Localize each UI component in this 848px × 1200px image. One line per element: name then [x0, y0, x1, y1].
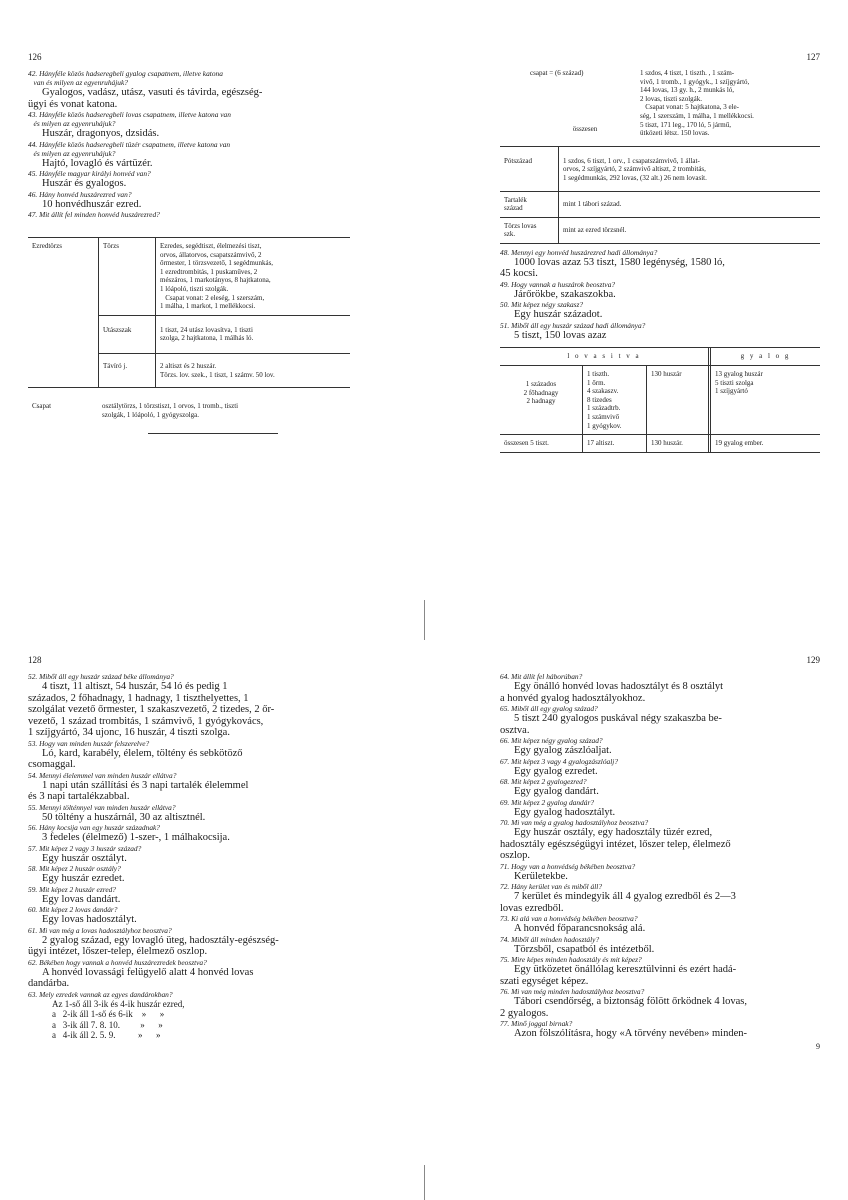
header-gyalog: g y a l o g [708, 348, 820, 365]
answer-text: Egy huszár osztály, egy hadosztály tüzér ezred, hadosztály egészségügyi intézet, lőszer telep, élelmező oszlop. [500, 827, 731, 861]
table-label-utasz: Utászszak [103, 325, 132, 334]
table-label-taviro: Távíró j. [103, 361, 128, 370]
qa-item [500, 321, 820, 342]
qa-item [500, 862, 820, 883]
question-text: 47. Mit állít fel minden honvéd huszárezred? [28, 210, 160, 219]
osszesen-text: 5 tiszt, 171 leg., 170 ló, 5 jármű, ütközeti létsz. 150 lovas. [640, 120, 731, 138]
sum-hussars: 130 huszár. [646, 435, 708, 452]
answer-text: A honvéd lovassági felügyelő alatt 4 honvéd lovas dandárba. [28, 966, 254, 989]
list-item: Az 1-ső áll 3-ik és 4-ik huszár ezred, [52, 998, 185, 1009]
list-item: a 2-ik áll 1-ső és 6-ik » » [52, 1009, 165, 1019]
answer-text: Gyalogos, vadász, utász, vasuti és távirda, egészség- ügyi és vonat katona. [28, 87, 263, 110]
answer-text: Kerületekbe. [514, 870, 568, 882]
qa-item [28, 958, 358, 990]
answer-text: Egy ütközetet önállólag keresztülvinni és ezért hadá- szati egységet képez. [500, 964, 737, 987]
page-127 [500, 52, 820, 453]
table-label-ezredtorzs: Ezredtörzs [32, 242, 62, 250]
qa-item [28, 69, 350, 110]
question-text: 43. Hányféle közös hadseregbeli lovas csapatnem, illetve katona van és milyen az egyenruhájuk? [28, 110, 231, 128]
answer-text: 1 napi után szállítási és 3 napi tartalék élelemmel és 3 napi tartalékzabbal. [28, 779, 249, 802]
question-text: 73. Ki alá van a honvédség békében beosztva? [500, 914, 638, 923]
list-item: a 4-ik áll 2. 5. 9. » » [52, 1030, 161, 1040]
qa-item [500, 955, 820, 987]
qa-item [28, 905, 358, 926]
answer-text: 7 kerület és mindegyik áll 4 gyalog ezredből és 2—3 lovas ezredből. [500, 891, 736, 914]
answer-text: 10 honvédhuszár ezred. [42, 198, 142, 210]
question-text: 65. Miből áll egy gyalog század? [500, 704, 598, 713]
qa-item [28, 864, 358, 885]
signature-mark: 9 [816, 1041, 820, 1051]
qa-item [28, 844, 358, 865]
answer-text: 3 fedeles (élelmező) 1-szer-, 1 málhakocsija. [42, 832, 230, 843]
answer-text: Ló, kard, karabély, élelem, töltény és sebkötöző csomaggal. [28, 747, 243, 770]
potszazad-label: Pótszázad [504, 156, 532, 165]
question-text: 57. Mit képez 2 vagy 3 huszár század? [28, 843, 142, 853]
answer-text: Járőrökbe, szakaszokba. [514, 288, 616, 300]
answer-text: Egy gyalog hadosztályt. [514, 806, 616, 818]
qa-item [28, 823, 358, 844]
question-text: 63. Mely ezredek vannak az egyes dandárokban? [28, 989, 173, 999]
answer-text: A honvéd főparancsnokság alá. [514, 923, 646, 934]
torzs-lovas-text: mint az ezred törzsnél. [558, 218, 820, 243]
page-126 [28, 52, 350, 434]
question-text: 45. Hányféle magyar királyi honvéd van? [28, 169, 151, 178]
question-text: 69. Mit képez 2 gyalog dandár? [500, 797, 595, 807]
squadron-table [500, 347, 820, 452]
tartalek-label: Tartalék század [504, 195, 527, 213]
question-text: 56. Hány kocsija van egy huszár századnak? [28, 823, 160, 832]
answer-text: Egy önálló honvéd lovas hadosztályt és 8 osztályt a honvéd gyalog hadosztályokhoz. [500, 681, 724, 704]
qa-item [500, 882, 820, 914]
question-text: 58. Mit képez 2 huszár osztály? [28, 864, 121, 873]
answer-text: Egy huszár osztályt. [42, 852, 127, 864]
question-text: 46. Hány honvéd huszárezred van? [28, 189, 132, 199]
page-number: 126 [28, 52, 42, 62]
qa-item [28, 739, 358, 771]
qa-item [28, 990, 358, 999]
csapat-label: csapat = (6 század) [530, 69, 584, 77]
sum-nco: 17 altiszt. [582, 435, 646, 452]
question-text: 44. Hányféle közös hadseregbeli tüzér csapatnem, illetve katona van és milyen az egyenruhájuk? [28, 139, 231, 158]
qa-item [500, 757, 820, 778]
answer-text: 4 tiszt, 11 altiszt, 54 huszár, 54 ló és pedig 1 százados, 2 főhadnagy, 1 hadnagy, 1 tiszthelyettes, 1 szolgálat vezető őrmester, 1 szakaszvezető, 2 tizedes, 2 őr- vezető, 1 század trombitás, 1 számvivő, 1 gyógykovács, 1 szíjgyártó, 34 ujonc, 16 huszár, 4 tiszti szolga. [28, 681, 275, 738]
answer-text: Egy huszár ezredet. [42, 873, 125, 884]
question-text: 52. Miből áll egy huszár század béke állománya? [28, 672, 174, 681]
answer-text: Egy lovas dandárt. [42, 893, 121, 905]
tartalek-text: mint 1 tábori század. [558, 192, 820, 217]
page-number: 129 [806, 655, 820, 665]
question-text: 64. Mit állít fel háborúban? [500, 672, 583, 681]
question-text: 50. Mit képez négy szakasz? [500, 300, 584, 310]
divider [148, 433, 278, 434]
qa-item [28, 210, 350, 219]
question-text: 66. Mit képez négy gyalog század? [500, 736, 603, 745]
qa-item [28, 803, 358, 824]
qa-item [28, 110, 350, 140]
question-text: 72. Hány kerület van és miből áll? [500, 882, 603, 891]
qa-item [500, 914, 820, 935]
question-text: 53. Hogy van minden huszár felszerelve? [28, 738, 150, 748]
table-text-torzs: Ezredes, segédtiszt, élelmezési tiszt, orvos, állatorvos, csapatszámvivő, 2 őrmester, 1 törzsvezető, 1 segédmunkás, 1 ezredtrombitás, 1 puskaműves, 2 mészáros, 1 markotányos, 8 hajtkatona, 1 lóápoló, tiszti szolgák. Csapat vonat: 2 eleség, 1 szerszám, 1 málha, 1 markot, 1 mellékkocsi. [155, 238, 350, 315]
qa-item [28, 771, 358, 803]
question-text: 54. Mennyi élelemmel van minden huszár ellátva? [28, 770, 177, 780]
qa-item [500, 798, 820, 819]
answer-text: 2 gyalog század, egy lovagló üteg, hadosztály-egészség- ügyi intézet, lőszer-telep, élelmező oszlop. [28, 934, 279, 957]
qa-item [28, 169, 350, 190]
header-lovasitva: l o v a s i t v a [567, 352, 641, 361]
qa-item [500, 280, 820, 301]
potszazad-text: 1 szdos, 6 tiszt, 1 orv., 1 csapatszámvivő, 1 állat- orvos, 2 szíjgyártó, 2 számvivő altiszt, 2 trombitás, 1 segédmunkás, 292 lovas, (32 alt.) 26 nem lovasít. [558, 147, 820, 191]
list-item: a 3-ik áll 7. 8. 10. » » [52, 1019, 163, 1030]
qa-item [500, 704, 820, 736]
sum-infantry: 19 gyalog ember. [708, 435, 820, 452]
table-text-csapat: osztálytörzs, 1 törzstiszt, 1 orvos, 1 tromb., tiszti szolgák, 1 lóápoló, 1 gyógyszolga. [102, 402, 239, 419]
torzs-lovas-label: Törzs lovas szk. [504, 221, 537, 239]
answer-text: Egy lovas hadosztályt. [42, 914, 137, 925]
qa-item [28, 926, 358, 958]
qa-item [500, 248, 820, 280]
answer-text: Huszár és gyalogos. [42, 178, 127, 189]
qa-item [28, 140, 350, 170]
qa-item [500, 777, 820, 798]
qa-item [500, 736, 820, 757]
regiment-table [28, 237, 350, 434]
question-text: 75. Mire képes minden hadosztály és mit képez? [500, 955, 642, 964]
answer-text: Egy huszár századot. [514, 309, 603, 321]
question-text: 77. Minő joggal birnak? [500, 1019, 573, 1028]
qa-item [500, 935, 820, 956]
col-nco: 1 tiszth. 1 őrm. 4 szakaszv. 8 tizedes 1 századtrb. 1 számvivő 1 gyógykov. [582, 366, 646, 434]
sum-officers: összesen 5 tiszt. [504, 439, 549, 448]
question-text: 60. Mit képez 2 lovas dandár? [28, 905, 118, 914]
question-text: 67. Mit képez 3 vagy 4 gyalogzászlóalj? [500, 756, 619, 766]
answer-text: 5 tiszt, 150 lovas azaz [514, 329, 607, 341]
qa-item [500, 300, 820, 321]
qa-item [28, 672, 358, 739]
qa-item [28, 190, 350, 211]
question-text: 76. Mi van még minden hadosztályhoz beosztva? [500, 987, 645, 996]
page-128 [28, 655, 358, 1041]
question-text: 62. Békében hogy vannak a honvéd huszárezredek beosztva? [28, 957, 207, 967]
question-text: 59. Mit képez 2 huszár ezred? [28, 884, 116, 894]
question-text: 49. Hogy vannak a huszárok beosztva? [500, 279, 616, 289]
question-text: 48. Mennyi egy honvéd huszárezred hadi állománya? [500, 247, 658, 257]
page-fold [424, 600, 425, 640]
question-text: 42. Hányféle közös hadseregbeli gyalog csapatnem, illetve katona van és milyen az egyenruhájuk? [28, 69, 223, 87]
question-text: 74. Miből áll minden hadosztály? [500, 934, 600, 944]
answer-text: Egy gyalog zászlóaljat. [514, 745, 612, 756]
question-text: 68. Mit képez 2 gyalogezred? [500, 777, 587, 786]
answer-text: 5 tiszt 240 gyalogos puskával négy szakaszba be- osztva. [500, 713, 722, 736]
question-text: 55. Mennyi tölténnyel van minden huszár ellátva? [28, 802, 176, 812]
qa-item [500, 818, 820, 862]
question-text: 70. Mi van még a gyalog hadosztályhoz beosztva? [500, 818, 649, 827]
qa-item [500, 987, 820, 1019]
answer-text: Tábori csendőrség, a biztonság fölött őrködnek 4 lovas, 2 gyalogos. [500, 996, 747, 1019]
answer-text: 50 töltény a huszárnál, 30 az altisztnél. [42, 811, 206, 823]
osszesen-label: összesen [572, 124, 598, 133]
table-text-utasz: 1 tiszt, 24 utász lovasítva, 1 tiszti szolga, 2 hajtkatona, 1 málhás ló. [155, 316, 350, 353]
answer-text: Egy gyalog dandárt. [514, 786, 599, 797]
col-hussars: 130 huszár [646, 366, 708, 434]
page-129 [500, 655, 820, 1051]
col-officers: 1 százados 2 főhadnagy 2 hadnagy [523, 380, 559, 406]
answer-text: Egy gyalog ezredet. [514, 765, 598, 777]
csapat-text: 1 szdos, 4 tiszt, 1 tiszth. , 1 szám- vivő, 1 tromb., 1 gyógyk., 1 szíjgyártó, 144 lovas, 13 gy. h., 2 munkás ló, 2 lovas, tiszti szolgák. Csapat vonat: 5 hajtkatona, 3 ele- ség, 1 szerszám, 1 málha, 1 mellékkocsi. [640, 69, 754, 120]
answer-text: Azon fölszólításra, hogy «A törvény nevében» minden- [514, 1028, 747, 1039]
table-label-torzs: Törzs [103, 242, 119, 250]
col-infantry: 13 gyalog huszár 5 tiszti szolga 1 szíjgyártó [708, 366, 820, 434]
qa-item [500, 672, 820, 704]
table-label-csapat: Csapat [32, 402, 52, 411]
qa-item [500, 1019, 820, 1040]
page-number: 127 [806, 52, 820, 62]
answer-text: Huszár, dragonyos, dzsidás. [42, 128, 160, 139]
brigade-list [28, 999, 358, 1041]
answer-text: 1000 lovas azaz 53 tiszt, 1580 legénység, 1580 ló, 45 kocsi. [500, 256, 725, 280]
qa-item [28, 885, 358, 906]
question-text: 61. Mi van még a lovas hadosztályhoz beosztva? [28, 925, 172, 935]
table-text-taviro: 2 altiszt és 2 huszár. Törzs. lov. szek., 1 tiszt, 1 számv. 50 lov. [155, 354, 350, 387]
question-text: 51. Miből áll egy huszár század hadi állománya? [500, 320, 646, 330]
page-fold [424, 1165, 425, 1200]
answer-text: Hajtó, lovagló és vártüzér. [42, 157, 153, 169]
page-number: 128 [28, 655, 42, 665]
answer-text: Törzsből, csapatból és intézetből. [514, 943, 655, 955]
question-text: 71. Hogy van a honvédség békében beosztva? [500, 861, 636, 871]
